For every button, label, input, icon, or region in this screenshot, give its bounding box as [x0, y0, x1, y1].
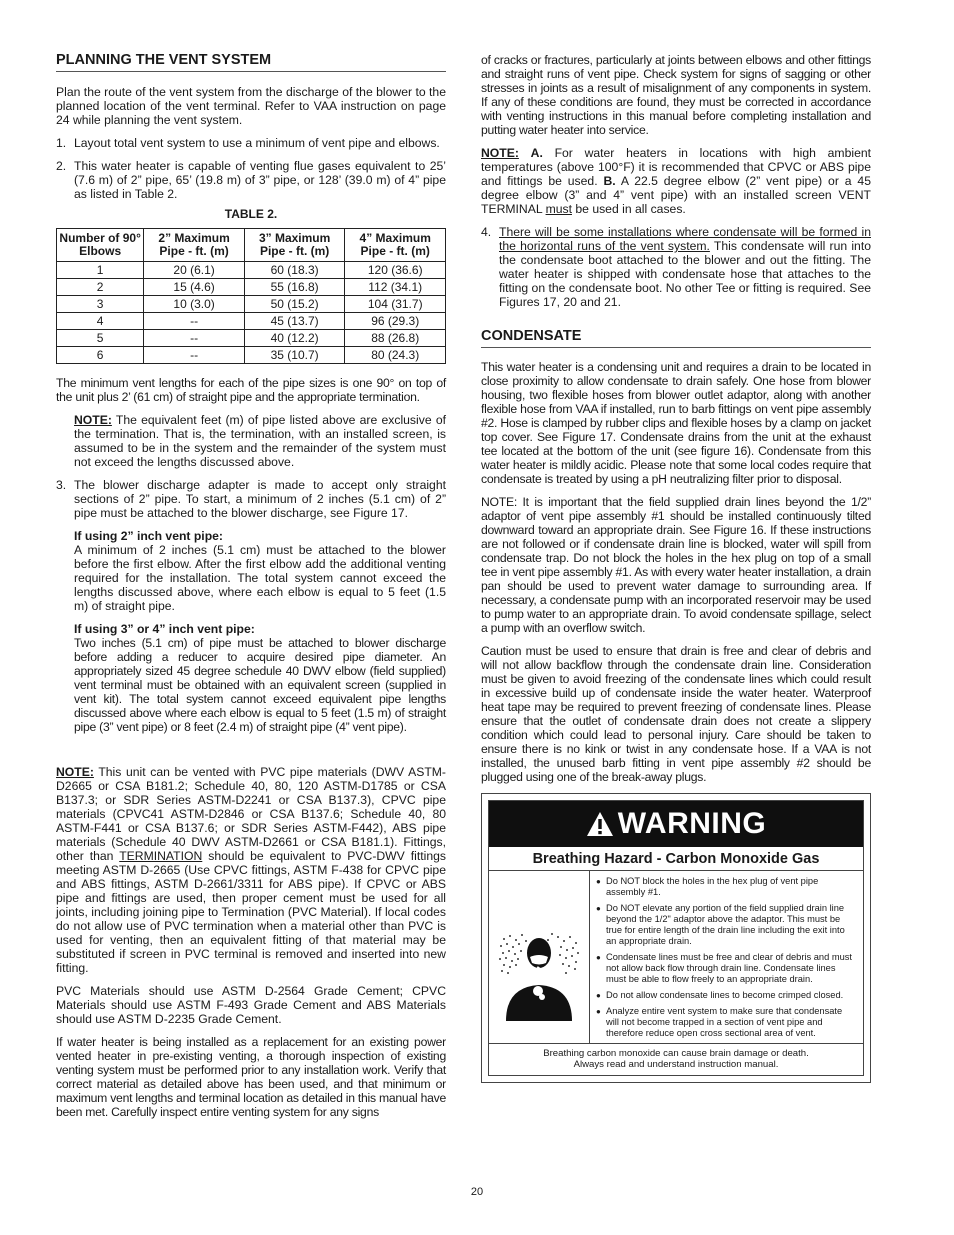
table-header-cell: Number of 90° Elbows — [57, 229, 144, 262]
note-label: NOTE: — [74, 413, 112, 427]
subsection-2-inch — [74, 529, 446, 613]
note-text: This unit can be vented with PVC pipe materials (DWV ASTM-D2665 or CSA B181.2; Schedule 40, 80, 120 ASTM-D1785 or CSA B137.3; or SDR Series ASTM-D2241 or CSA B137.3), CPVC pipe materials (CPVC41 ASTM-D2846 or CSA B137.6; Schedule 40, 80 ASTM-F441 or CSA B137.6; or SDR Series ASTM-F442), ABS pipe materials (Schedule 40 DWV ASTM-D2661 or CSA B181.1). Fittings, other than — [56, 765, 446, 863]
table-cell: 55 (16.8) — [244, 279, 345, 296]
table-header-cell: 4” Maximum Pipe - ft. (m) — [345, 229, 446, 262]
note-a-text: For water heaters in locations with high ambient temperatures (above 100°F) it is recommended that CPVC or ABS pipe and fittings be used. — [481, 146, 872, 188]
bullet-dot-icon: ● — [596, 1007, 601, 1016]
condensate-paragraph-2: NOTE: It is important that the field supplied drain lines beyond the 1/2” adaptor of vent pipe assembly #1 should be installed continuously tilted downward toward an appropriate drain. See Figure 16. If these instructions are not followed or if condensate drain line is blocked, water will spill from condensate trap. Do not block the holes in the hex plug on top of a small tee in vent pipe assembly #1. As with every water heater installation, a drain pan should be used to prevent water damage to surrounding area. If necessary, a condensate pump with an incorporated reservoir may be used to pump water to an appropriate drain. To avoid condensate spillage, select a pump with an overflow switch. — [481, 495, 871, 635]
condensate-paragraph-1: This water heater is a condensing unit and requires a drain to be located in close proximity to allow condensate to drain safely. One hose from blower housing, two flexible hoses from blower outlet adaptor, along with another flexible hose from VAA if installed, run to barb fittings on vent pipe assembly #2. Hose is clamped by rubber clips and flexible hoses by a clamp on jacket top cover. See Figure 17. Condensate drains from the unit at the exhaust tee located at the bottom of the unit (see figure 16). Condensate from this water heater is mildly acidic. Please note that some local codes require that condensate is treated by using a pH neutralizing filter prior to disposal. — [481, 360, 871, 486]
note-end-text: be used in all cases. — [571, 202, 686, 216]
warning-bullet — [596, 952, 857, 985]
table-caption: TABLE 2. — [224, 207, 278, 221]
table-cell: 112 (34.1) — [345, 279, 446, 296]
table-cell: 88 (26.8) — [345, 330, 446, 347]
table-cell: 4 — [57, 313, 144, 330]
warning-panel — [481, 793, 871, 1083]
warning-bullet-text: Condensate lines must be free and clear of debris and must not allow back flow through drain line. Condensate lines must be able to flow freely to an appropriate drain. — [606, 952, 852, 984]
warning-pictogram — [489, 871, 590, 1043]
table-cell: 10 (3.0) — [144, 296, 245, 313]
warning-bullet — [596, 990, 857, 1001]
table-row — [57, 279, 446, 296]
table-cell: 96 (29.3) — [345, 313, 446, 330]
table-cell: 5 — [57, 330, 144, 347]
right-column — [481, 53, 871, 1083]
note-b-text: A 22.5 degree elbow (2” vent pipe) or a 45 degree elbow (3” and 4” vent pipe) with an installed screen VENT TERMINAL — [481, 174, 871, 216]
table-cell: 60 (18.3) — [244, 262, 345, 279]
continued-paragraph: of cracks or fractures, particularly at joints between elbows and other fittings and straight runs of vent pipe. Check system for signs of sagging or other stresses in joints as a result of misalignment of any components in system. If any of these conditions are found, they must be corrected in accordance with venting instructions in this manual before completing installation and putting water heater into service. — [481, 53, 871, 137]
vent-length-table — [56, 228, 446, 364]
table-header-cell: 3” Maximum Pipe - ft. (m) — [244, 229, 345, 262]
warning-body — [489, 871, 863, 1044]
list-number: 2. — [56, 159, 67, 173]
list-text-underlined: There will be some installations where condensate will be formed in the horizontal runs of the vent system. — [499, 225, 871, 253]
warning-bullet — [596, 876, 857, 898]
left-column — [56, 52, 446, 1128]
list-number: 3. — [56, 478, 67, 492]
list-text: The blower discharge adapter is made to accept only straight sections of 2” pipe. To start, a minimum of 2 inches (5.1 cm) of 2” pipe must be attached to the blower discharge, see Figure 17. — [74, 478, 446, 520]
warning-footer-line: Breathing carbon monoxide can cause brain damage or death. — [543, 1048, 809, 1059]
list-item-2 — [56, 159, 446, 201]
must-term: must — [545, 202, 572, 216]
table-cell: 15 (4.6) — [144, 279, 245, 296]
table-cell: -- — [144, 347, 245, 364]
warning-bullet-text: Do NOT block the holes in the hex plug of vent pipe assembly #1. — [606, 876, 819, 897]
carbon-monoxide-breathing-icon — [496, 931, 582, 1021]
termination-term: TERMINATION — [119, 849, 203, 863]
subsection-text: A minimum of 2 inches (5.1 cm) must be attached to the blower before the first elbow. After the first elbow add the additional venting required for the installation. The total system cannot exceed the lengths discussed above, where each elbow is equal to 5 feet (1.5 m) of straight pipe. — [74, 543, 446, 613]
list-number: 4. — [481, 225, 492, 239]
list-text — [499, 225, 871, 309]
list-text: This water heater is capable of venting flue gases equivalent to 25’ (7.6 m) of 2” pipe, 65’ (19.8 m) of 3” pipe, or 128’ (39.0 m) of 4” pipe as listed in Table 2. — [74, 159, 446, 201]
note-pipe-materials — [56, 765, 446, 975]
note-b-label: B. — [603, 174, 616, 188]
note-exclusive-termination — [74, 413, 446, 469]
list-item-3 — [56, 478, 446, 520]
bullet-dot-icon: ● — [596, 953, 601, 962]
section-title-planning: PLANNING THE VENT SYSTEM — [56, 52, 446, 72]
warning-bullet-text: Analyze entire vent system to make sure that condensate will not become trapped in a section of vent pipe and therefore reduce open cross sectional area of vent. — [606, 1006, 843, 1038]
list-item-1 — [56, 136, 446, 150]
list-text: Layout total vent system to use a minimum of vent pipe and elbows. — [74, 136, 440, 150]
warning-banner — [489, 801, 863, 847]
subsection-title: If using 2” inch vent pipe: — [74, 529, 223, 543]
table-row — [57, 262, 446, 279]
intro-paragraph: Plan the route of the vent system from the discharge of the blower to the planned location of the vent terminal. Refer to VAA instruction on page 24 while planning the vent system. — [56, 85, 446, 127]
table-cell: 80 (24.3) — [345, 347, 446, 364]
list-text-rest: This condensate will run into the condensate boot attached to the blower and out the fitting. The water heater is shipped with condensate hose that attaches to the fitting on the condensate boot. No other Tee or fitting is required. See Figures 17, 20 and 21. — [499, 239, 871, 309]
table-note: The minimum vent lengths for each of the pipe sizes is one 90° on top of the unit plus 2’ (61 cm) of straight pipe and the appropriate termination. — [56, 376, 446, 404]
replacement-paragraph: If water heater is being installed as a replacement for an existing power vented heater in pre-existing venting, a thorough inspection of existing venting system must be performed prior to any installation work. Verify that correct material as detailed above has been used, and that minimum or maximum vent lengths and terminal location as detailed in this manual have been met. Carefully inspect entire venting system for any signs — [56, 1035, 447, 1119]
note-high-ambient — [481, 146, 871, 216]
warning-bullet-list — [590, 871, 863, 1043]
subsection-3-4-inch — [74, 622, 446, 734]
table-cell: 104 (31.7) — [345, 296, 446, 313]
table-cell: 2 — [57, 279, 144, 296]
bullet-dot-icon: ● — [596, 991, 601, 1000]
table-row — [57, 347, 446, 364]
warning-footer — [489, 1044, 863, 1075]
table-header-row — [57, 229, 446, 262]
list-item-4 — [481, 225, 871, 309]
table-cell: -- — [144, 313, 245, 330]
warning-inner — [488, 800, 864, 1076]
note-text-cont: should be equivalent to PVC-DWV fittings meeting ASTM D-2665 (Use CPVC fittings, ASTM F-438 for CPVC pipe and ABS fittings, ASTM D-2661/3311 for ABS pipe). If CPVC or ABS pipe and fittings are used, then proper cement must be used for all joints, including joining pipe to Termination (PVC Material). If local codes do not allow use of PVC termination when a material other than PVC is used for venting, then an equivalent fitting of that material may be substituted if screen in PVC terminal is removed and inserted into new fitting. — [56, 849, 446, 975]
table-cell: -- — [144, 330, 245, 347]
table-cell: 35 (10.7) — [244, 347, 345, 364]
cement-paragraph: PVC Materials should use ASTM D-2564 Grade Cement; CPVC Materials should use ASTM F-493 Grade Cement and ABS Materials should use ASTM D-2235 Grade Cement. — [56, 984, 446, 1026]
table-header-cell: 2” Maximum Pipe - ft. (m) — [144, 229, 245, 262]
note-text: The equivalent feet (m) of pipe listed above are exclusive of the termination. That is, the termination, with an installed screen, is assumed to be in the system and the remainder of the system must not exceed the lengths discussed above. — [74, 413, 446, 469]
note-label: NOTE: — [56, 765, 94, 779]
warning-footer-line: Always read and understand instruction manual. — [573, 1059, 779, 1070]
subsection-title: If using 3” or 4” inch vent pipe: — [74, 622, 255, 636]
table-cell: 50 (15.2) — [244, 296, 345, 313]
list-number: 1. — [56, 136, 67, 150]
table-row — [57, 296, 446, 313]
bullet-dot-icon: ● — [596, 877, 601, 886]
condensate-paragraph-3: Caution must be used to ensure that drain is free and clear of debris and will not allow backflow through the condensate drain line. Consideration must be given to avoid freezing of the condensate lines which could result in excessive build up of condensate inside the water heater. Waterproof heat tape may be required to prevent freezing of condensate lines. Please ensure that the outlet of condensate drain does not create a slippery condition which could lead to personal injury. Care should be taken to ensure there is no kink or twist in any condensate hose. If a VAA is not installed, the unused barb fitting in vent pipe assembly #2 should be plugged using one of the break-away plugs. — [481, 644, 871, 784]
table-cell: 20 (6.1) — [144, 262, 245, 279]
table-cell: 1 — [57, 262, 144, 279]
table-row — [57, 330, 446, 347]
subsection-text: Two inches (5.1 cm) of pipe must be attached to blower discharge before adding a reducer to acquire desired pipe diameter. An appropriately sized 45 degree schedule 40 DWV elbow (field supplied) vent terminal must be obtained with an equivalent screen (supplied in vent kit). The total system cannot exceed equivalent pipe lengths discussed above where each elbow is equal to 5 feet (1.5 m) of straight pipe (3” vent pipe) or 8 feet (2.4 m) of straight pipe (4” vent pipe). — [74, 636, 446, 734]
warning-triangle-icon — [586, 810, 614, 838]
note-a-label: A. — [530, 146, 543, 160]
bullet-dot-icon: ● — [596, 904, 601, 913]
page-number: 20 — [470, 1186, 484, 1198]
table-cell: 3 — [57, 296, 144, 313]
section-title-condensate: CONDENSATE — [481, 328, 871, 348]
table-cell: 45 (13.7) — [244, 313, 345, 330]
table-cell: 120 (36.6) — [345, 262, 446, 279]
warning-bullet-text: Do NOT elevate any portion of the field supplied drain line beyond the 1/2" adaptor above the adaptor. This must be true for entire length of the drain line including the exit into an appropriate drain. — [606, 903, 845, 946]
note-label: NOTE: — [481, 146, 519, 160]
warning-subtitle: Breathing Hazard - Carbon Monoxide Gas — [489, 847, 863, 871]
warning-bullet — [596, 1006, 857, 1039]
table-cell: 40 (12.2) — [244, 330, 345, 347]
table-cell: 6 — [57, 347, 144, 364]
warning-title: WARNING — [617, 807, 767, 840]
table-row — [57, 313, 446, 330]
warning-bullet-text: Do not allow condensate lines to become crimped closed. — [606, 990, 844, 1000]
warning-bullet — [596, 903, 857, 947]
